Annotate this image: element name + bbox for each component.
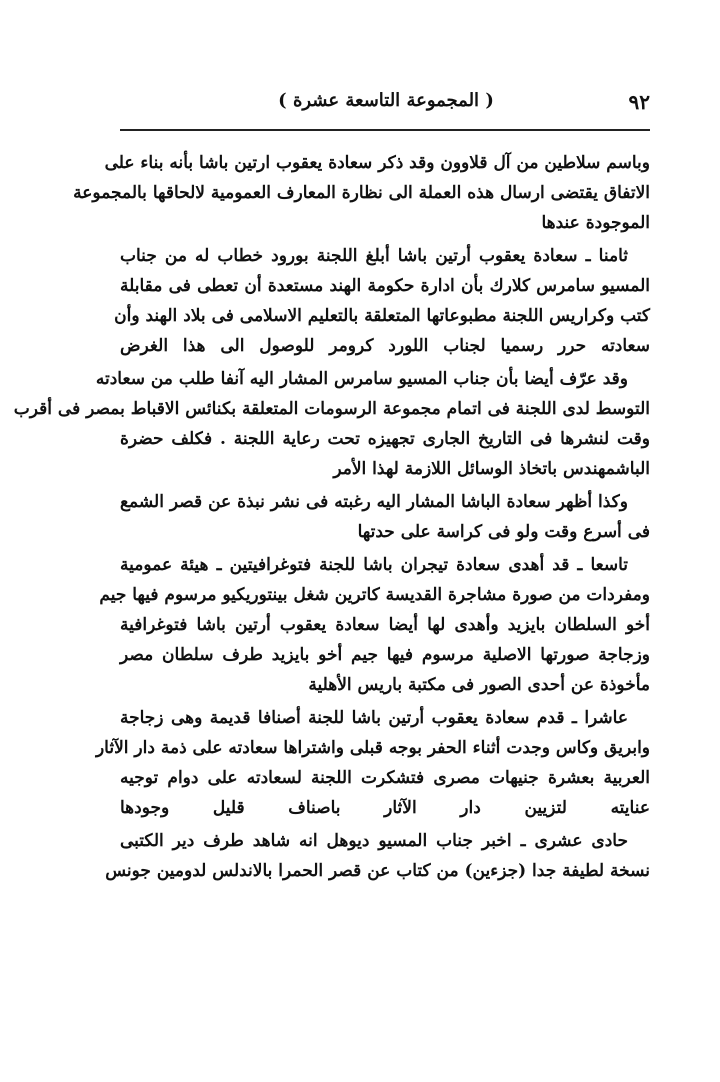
text-line: نسخة لطيفة جدا (جزءين) من كتاب عن قصر الحمرا بالاندلس لدومين جونس [105, 861, 650, 881]
text-line: كتب وكراريس اللجنة مطبوعاتها المتعلقة بالتعليم الاسلامى فى بلاد الهند وأن [114, 306, 650, 326]
page-body [13, 148, 650, 889]
header-rule [120, 129, 650, 131]
paragraph [105, 826, 650, 886]
text-line: تاسعا ـ قد أهدى سعادة تيجران باشا للجنة فتوغرافيتين ـ هيئة عمومية [120, 555, 628, 575]
text-line: العربية بعشرة جنيهات مصرى فتشكرت اللجنة لسعادته على دوام توجيه [120, 768, 650, 788]
text-line: الباشمهندس باتخاذ الوسائل اللازمة لهذا الأمر [333, 459, 650, 479]
text-line: التوسط لدى اللجنة فى اتمام مجموعة الرسومات المتعلقة بكنائس الاقباط بمصر فى أقرب [13, 399, 650, 419]
text-line: وقت لنشرها فى التاريخ الجارى تجهيزه تحت رعاية اللجنة . فكلف حضرة [120, 429, 650, 449]
text-line: الموجودة عندها [541, 213, 650, 233]
text-line: سعادته حرر رسميا لجناب اللورد كرومر للوصول الى هذا الغرض [120, 336, 650, 356]
text-line: وباسم سلاطين من آل قلاوون وقد ذكر سعادة يعقوب ارتين باشا بأنه بناء على [104, 153, 650, 173]
text-line: عنايته لتزيين دار الآثار باصناف قليل وجودها [120, 798, 650, 818]
text-line: الاتفاق يقتضى ارسال هذه العملة الى نظارة المعارف العمومية لالحاقها بالمجموعة [73, 183, 650, 203]
text-line: وكذا أظهر سعادة الباشا المشار اليه رغبته فى نشر نبذة عن قصر الشمع [120, 492, 628, 512]
paragraph [120, 487, 650, 547]
paragraph [73, 148, 650, 238]
paragraph [13, 364, 650, 484]
text-line: حادى عشرى ـ اخبر جناب المسيو ديوهل انه شاهد طرف دير الكتبى [120, 831, 628, 851]
text-line: فى أسرع وقت ولو فى كراسة على حدتها [357, 522, 650, 542]
paragraph [95, 703, 650, 823]
page-number: ٩٢ [628, 90, 650, 114]
text-line: وزجاجة صورتها الاصلية مرسوم فيها جيم أخو بايزيد طرف سلطان مصر [120, 645, 650, 665]
text-line: ومفردات من صورة مشاجرة القديسة كاترين شغل بينتوريكيو مرسوم فيها جيم [99, 585, 650, 605]
text-line: مأخوذة عن أحدى الصور فى مكتبة باريس الأهلية [308, 675, 650, 695]
paragraph [99, 550, 650, 700]
running-title: ( المجموعة التاسعة عشرة ) [278, 90, 494, 111]
text-line: عاشرا ـ قدم سعادة يعقوب أرتين باشا للجنة أصنافا قديمة وهى زجاجة [120, 708, 628, 728]
page-header [122, 90, 650, 120]
text-line: ثامنا ـ سعادة يعقوب أرتين باشا أبلغ اللجنة بورود خطاب له من جناب [120, 246, 628, 266]
text-line: وابريق وكاس وجدت أثناء الحفر بوجه قبلى واشتراها سعادته على ذمة دار الآثار [95, 738, 650, 758]
text-line: أخو السلطان بايزيد وأهدى لها أيضا سعادة يعقوب أرتين باشا فتوغرافية [120, 615, 650, 635]
paragraph [114, 241, 650, 361]
text-line: وقد عرّف أيضا بأن جناب المسيو سامرس المشار اليه آنفا طلب من سعادته [95, 369, 628, 389]
text-line: المسيو سامرس كلارك بأن ادارة حكومة الهند مستعدة أن تعطى فى مقابلة [120, 276, 650, 296]
